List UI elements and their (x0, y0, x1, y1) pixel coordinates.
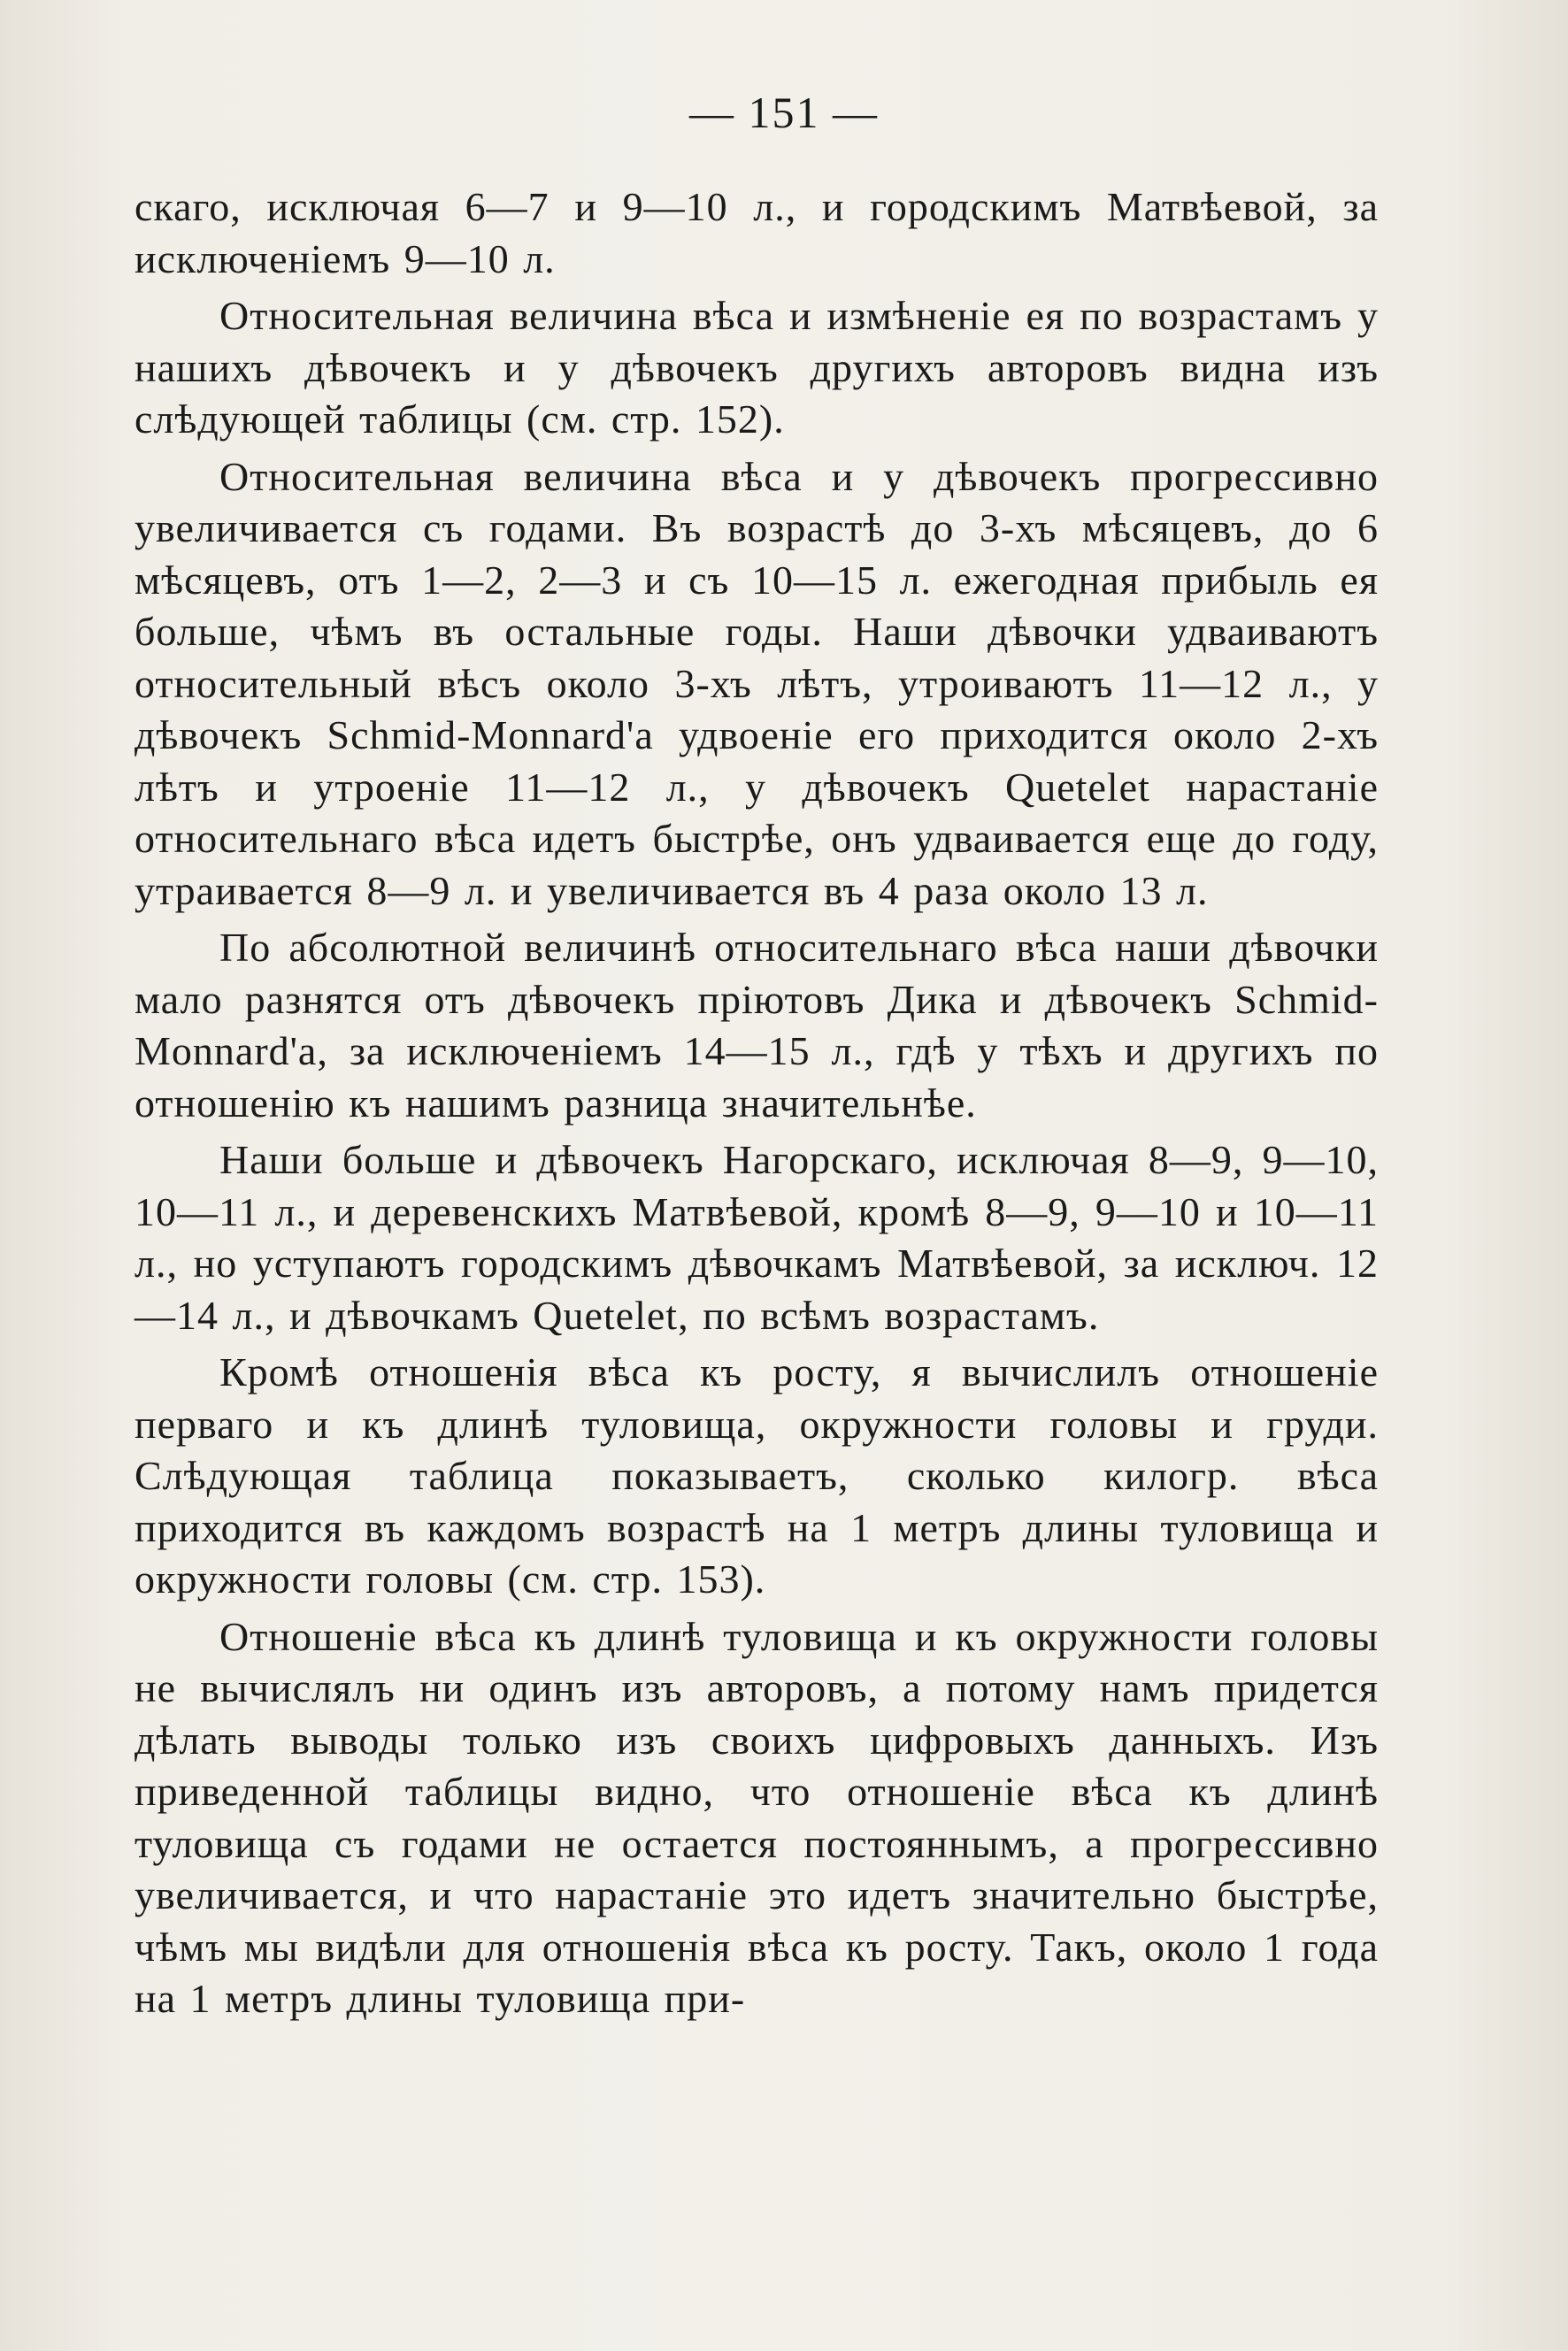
paragraph-7: Отношеніе вѣса къ длинѣ туловища и къ окружности головы не вычислялъ ни одинъ изъ авторовъ, а потому намъ придется дѣлать выводы только изъ своихъ цифровыхъ данныхъ. Изъ приведенной таблицы видно, что отношеніе вѣса къ длинѣ туловища съ годами не остается постояннымъ, а прогрессивно увеличивается, и что нарастаніе это идетъ значительно быстрѣе, чѣмъ мы видѣли для отношенія вѣса къ росту. Такъ, около 1 года на 1 метръ длины туловища при- (135, 1613, 1379, 2021)
page-number: — 151 — (689, 88, 879, 137)
paragraph-3: Относительная величина вѣса и у дѣвочекъ прогрессивно увеличивается съ годами. Въ возрастѣ до 3-хъ мѣсяцевъ, до 6 мѣсяцевъ, отъ 1—2, 2—3 и съ 10—15 л. ежегодная прибыль ея больше, чѣмъ въ остальные годы. Наши дѣвочки удваиваютъ относительный вѣсъ около 3-хъ лѣтъ, утроиваютъ 11—12 л., у дѣвочекъ Schmid-Monnard'а удвоеніе его приходится около 2-хъ лѣтъ и утроеніе 11—12 л., у дѣвочекъ Quetelet нарастаніе относительнаго вѣса идетъ быстрѣе, онъ удваивается еще до году, утраивается 8—9 л. и увеличивается въ 4 раза около 13 л. (135, 453, 1379, 913)
paragraph-2: Относительная величина вѣса и измѣненіе ея по возрастамъ у нашихъ дѣвочекъ и у дѣвочекъ другихъ авторовъ видна изъ слѣдующей таблицы (см. стр. 152). (135, 293, 1379, 442)
paragraph-1: скаго, исключая 6—7 и 9—10 л., и городскимъ Матвѣевой, за исключеніемъ 9—10 л. (135, 184, 1379, 281)
paragraph-5: Наши больше и дѣвочекъ Нагорскаго, исключая 8—9, 9—10, 10—11 л., и деревенскихъ Матвѣевой, кромѣ 8—9, 9—10 и 10—11 л., но уступаютъ городскимъ дѣвочкамъ Матвѣевой, за исключ. 12—14 л., и дѣвочкамъ Quetelet, по всѣмъ возрастамъ. (135, 1137, 1379, 1338)
body-text (135, 181, 1379, 2025)
paragraph-6: Кромѣ отношенія вѣса къ росту, я вычислилъ отношеніе перваго и къ длинѣ туловища, окружности головы и груди. Слѣдующая таблица показываетъ, сколько килогр. вѣса приходится въ каждомъ возрастѣ на 1 метръ длины туловища и окружности головы (см. стр. 153). (135, 1349, 1379, 1602)
paragraph-4: По абсолютной величинѣ относительнаго вѣса наши дѣвочки мало разнятся отъ дѣвочекъ пріютовъ Дика и дѣвочекъ Schmid-Monnard'а, за исключеніемъ 14—15 л., гдѣ у тѣхъ и другихъ по отношенію къ нашимъ разница значительнѣе. (135, 925, 1379, 1126)
